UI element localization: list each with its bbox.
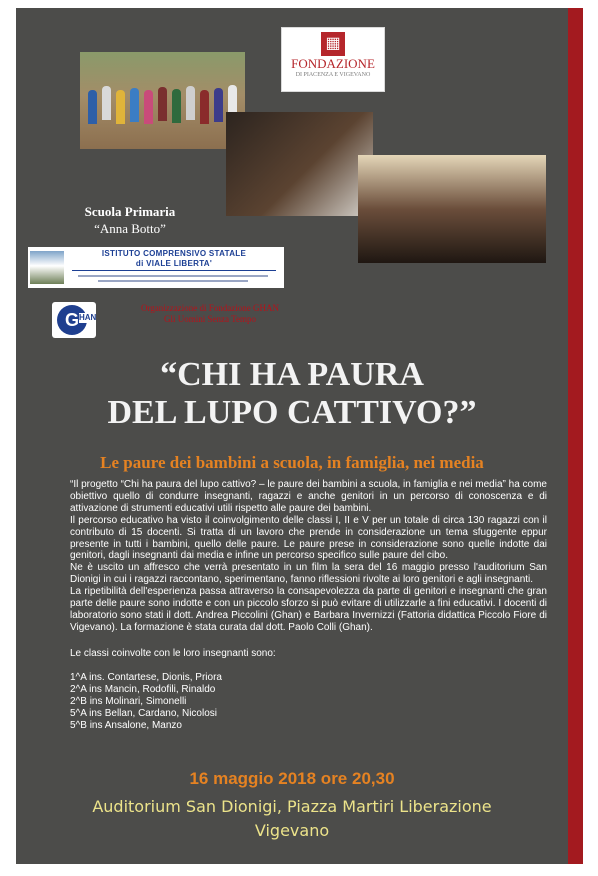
ghan-logo (52, 302, 96, 338)
children-outdoor-photo (80, 52, 245, 149)
event-date: 16 maggio 2018 ore 20,30 (189, 769, 395, 788)
description-paragraph: Il percorso educativo ha visto il coinvolgimento delle classi I, II e V per un totale di circa 130 ragazzi con il contributo di 15 docenti. Si tratta di un lavoro che prende in considerazione un tema sfuggente eppur presente in tutti i bambini, quello delle paure. Le paure prese in considerazione sono quelle indotte dai genitori, dagli insegnanti dai media e infine un percorso specifico sulle paure del cibo. (70, 514, 547, 562)
organizer-line: Organizzazione di Fondazione GHAN (140, 303, 280, 313)
description-paragraph: Ne è uscito un affresco che verrà presentato in un film la sera del 16 maggio presso l'auditorium San Dionigi in cui i ragazzi raccontano, sperimentano, fanno riflessioni rivolte ai loro genitori e agli insegnanti. (70, 562, 547, 586)
institute-divider (72, 270, 276, 271)
fondazione-logo (281, 27, 385, 92)
institute-name: ISTITUTO COMPRENSIVO STATALE (101, 249, 247, 258)
school-building-icon (30, 251, 64, 284)
institute-banner (28, 247, 284, 288)
red-side-bar (568, 8, 583, 864)
institute-address: di VIALE LIBERTA' (135, 259, 213, 268)
description-paragraph: La ripetibilità dell'esperienza passa attraverso la consapevolezza da parte di genitori e insegnanti che gran parte delle paure sono indotte e con un piccolo sforzo si può evitare di utilizzarle a fini educativi. I docenti di laboratorio sono stati il dott. Andrea Piccolini (Ghan) e Barbara Invernizzi (Fattoria didattica Piccolo Fiore di Vigevano). La formazione è stata curata dal dott. Paolo Colli (Ghan). (70, 586, 547, 633)
description-paragraph: “Il progetto “Chi ha paura del lupo cattivo? – le paure dei bambini a scuola, in famiglia e nei media” ha come obiettivo quello di condurre insegnanti, ragazzi e anche genitori in un percorso di conoscenza e di attivazione di strumenti educativi utili rispetto alle paure dei bambini. (70, 479, 547, 514)
fondazione-name: FONDAZIONE (291, 56, 375, 71)
event-place: Auditorium San Dionigi, Piazza Martiri Liberazione (92, 797, 492, 816)
class-item: 5^A ins Bellan, Cardano, Nicolosi (70, 707, 217, 719)
fondazione-emblem-icon: ▦ (321, 32, 345, 56)
school-name: Scuola Primaria (84, 204, 176, 219)
school-title: “Anna Botto” (94, 221, 166, 236)
headline-line-2: DEL LUPO CATTIVO?” (107, 394, 477, 431)
classes-intro: Le classi coinvolte con le loro insegnanti sono: (70, 648, 276, 659)
headline-line-1: “CHI HA PAURA (160, 356, 424, 393)
classroom-group-photo (358, 155, 546, 263)
class-item: 1^A ins. Contartese, Dionis, Priora (70, 671, 222, 683)
classes-section (70, 648, 540, 731)
child-reading-photo (226, 112, 373, 216)
class-item: 5^B ins Ansalone, Manzo (70, 719, 182, 731)
institute-contact-line (78, 275, 268, 277)
class-item: 2^A ins Mancin, Rodofili, Rinaldo (70, 683, 216, 695)
subtitle: Le paure dei bambini a scuola, in famiglia, nei media (100, 453, 484, 472)
ghan-logo-text: HAN (79, 313, 97, 322)
organizer-subline: Gli Uomini Senza Tempo (164, 314, 256, 324)
class-item: 2^B ins Molinari, Simonelli (70, 695, 187, 707)
project-description (70, 479, 547, 634)
fondazione-subtitle: DI PIACENZA E VIGEVANO (295, 72, 371, 78)
institute-contact-line (98, 280, 248, 282)
ghan-letter-icon: G (57, 305, 87, 335)
event-city: Vigevano (254, 821, 330, 840)
